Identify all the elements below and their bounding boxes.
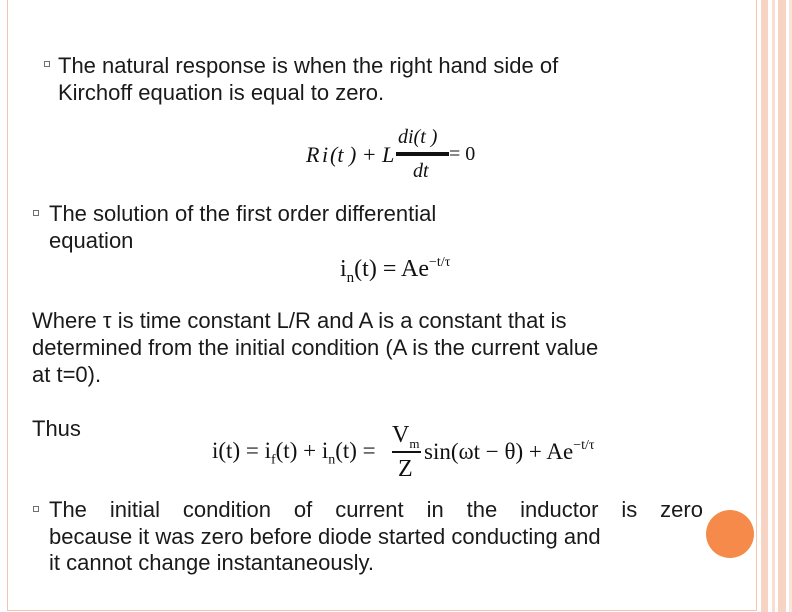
bullet2-line1: The solution of the first order differential: [49, 201, 437, 226]
eq3-part1: i(t) = i: [212, 438, 271, 463]
bullet3-word: is: [621, 497, 638, 522]
bullet3-line3: it cannot change instantaneously.: [49, 550, 374, 575]
eq3-sub-f: f: [270, 452, 276, 468]
decorative-stripe: [761, 0, 768, 612]
eq3-part3: (t) =: [335, 438, 376, 463]
equation-natural-response: [340, 255, 450, 287]
thus-label: Thus: [32, 416, 81, 441]
bullet1-line2: Kirchoff equation is equal to zero.: [58, 80, 385, 105]
eq2-i: i: [340, 256, 347, 282]
eq3-exponent: −t/τ: [573, 438, 595, 453]
bullet3-word: inductor: [520, 497, 599, 522]
bullet-square-icon: [33, 506, 39, 512]
eq2-subscript: n: [346, 269, 355, 286]
eq3-sub-n: n: [328, 452, 336, 468]
bullet3-line1: [49, 497, 703, 523]
eq2-rest: (t) = Ae: [354, 256, 430, 282]
bullet3-word: zero: [660, 497, 703, 522]
bullet3-word: initial: [109, 497, 160, 522]
eq1-rest: (t ) + L: [330, 142, 395, 167]
bullet3-word: in: [426, 497, 444, 522]
eq1-i: i: [322, 142, 329, 167]
eq1-denominator: dt: [413, 160, 429, 182]
eq3-v: V: [392, 422, 410, 448]
bullet3-word: The: [49, 497, 87, 522]
eq1-r: R: [306, 142, 320, 167]
bullet-square-icon: [44, 61, 50, 67]
decorative-stripe: [778, 0, 786, 612]
bullet3-word: current: [335, 497, 404, 522]
eq3-fraction-bar: [392, 451, 421, 453]
bullet3-line2: because it was zero before diode started conducting and: [49, 524, 601, 549]
bullet-square-icon: [33, 210, 39, 216]
bullet3-word: the: [466, 497, 498, 522]
bullet3-word: of: [293, 497, 313, 522]
paragraph-line2: determined from the initial condition (A is the current value: [32, 335, 599, 360]
decorative-stripe: [772, 0, 775, 612]
eq3-v-sub: m: [409, 435, 420, 451]
eq1-numerator: di(t ): [398, 126, 438, 148]
eq3-numerator: [392, 422, 419, 452]
bullet2-line2: equation: [49, 228, 134, 253]
paragraph-line3: at t=0).: [32, 362, 102, 387]
orange-circle-decoration: [706, 510, 754, 558]
eq1-rhs: = 0: [449, 143, 476, 165]
eq1-fraction-bar: [396, 152, 449, 156]
paragraph-line1: Where τ is time constant L/R and A is a constant that is: [32, 308, 567, 333]
eq3-denominator: Z: [398, 456, 413, 482]
eq3-part2: (t) + i: [275, 438, 329, 463]
bullet3-word: condition: [182, 497, 271, 522]
eq2-exponent: −t/τ: [429, 255, 451, 270]
eq3-left: [212, 438, 376, 469]
eq3-right: [424, 438, 595, 465]
eq3-part4: sin(ωt − θ) + Ae: [424, 439, 574, 464]
bullet1-line1: The natural response is when the right hand side of: [58, 53, 559, 78]
